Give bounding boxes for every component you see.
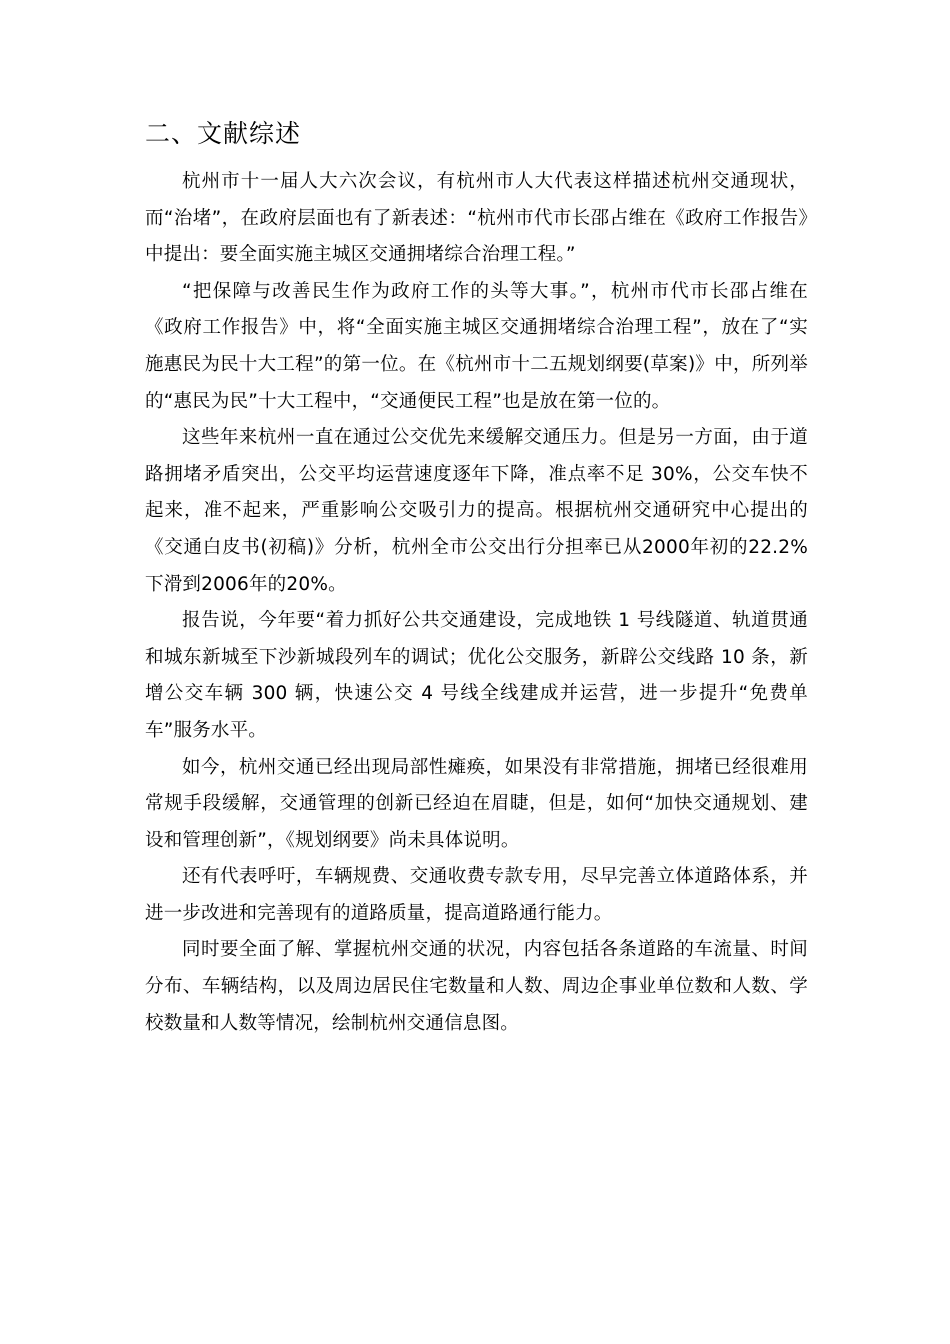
- paragraph-5: 如今，杭州交通已经出现局部性瘫痪，如果没有非常措施，拥堵已经很难用常规手段缓解，交通管理的创新已经迫在眉睫，但是，如何“加快交通规划、建设和管理创新”，《规划纲要》尚未具体说明。: [145, 756, 808, 851]
- paragraph-7: 同时要全面了解、掌握杭州交通的状况，内容包括各条道路的车流量、时间分布、车辆结构，以及周边居民住宅数量和人数、周边企事业单位数和人数、学校数量和人数等情况，绘制杭州交通信息图。: [145, 939, 808, 1034]
- paragraph-4: 报告说，今年要“着力抓好公共交通建设，完成地铁 1 号线隧道、轨道贯通和城东新城至下沙新城段列车的调试；优化公交服务，新辟公交线路 10 条，新增公交车辆 300 辆，快速公交 4 号线全线建成并运营，进一步提升“免费单车”服务水平。: [145, 610, 808, 741]
- paragraph-1: 杭州市十一届人大六次会议，有杭州市人大代表这样描述杭州交通现状，而“治堵”，在政府层面也有了新表述：“杭州市代市长邵占维在《政府工作报告》中提出：要全面实施主城区交通拥堵综合治理工程。”: [145, 171, 808, 266]
- paragraph-2: “把保障与改善民生作为政府工作的头等大事。”，杭州市代市长邵占维在《政府工作报告》中，将“全面实施主城区交通拥堵综合治理工程”，放在了“实施惠民为民十大工程”的第一位。在《杭州市十二五规划纲要(草案)》中，所列举的“惠民为民”十大工程中，“交通便民工程”也是放在第一位的。: [145, 280, 808, 412]
- paragraph-3: 这些年来杭州一直在通过公交优先来缓解交通压力。但是另一方面，由于道路拥堵矛盾突出，公交平均运营速度逐年下降，准点率不足 30%，公交车快不起来，准不起来，严重影响公交吸引力的提高。根据杭州交通研究中心提出的《交通白皮书(初稿)》分析，杭州全市公交出行分担率已从2000年初的22.2%下滑到2006年的20%。: [145, 427, 808, 595]
- paragraph-6: 还有代表呼吁，车辆规费、交通收费专款专用，尽早完善立体道路体系，并进一步改进和完善现有的道路质量，提高道路通行能力。: [145, 866, 808, 924]
- section-heading: 二、文献综述: [145, 119, 302, 148]
- document-body: [145, 112, 808, 1042]
